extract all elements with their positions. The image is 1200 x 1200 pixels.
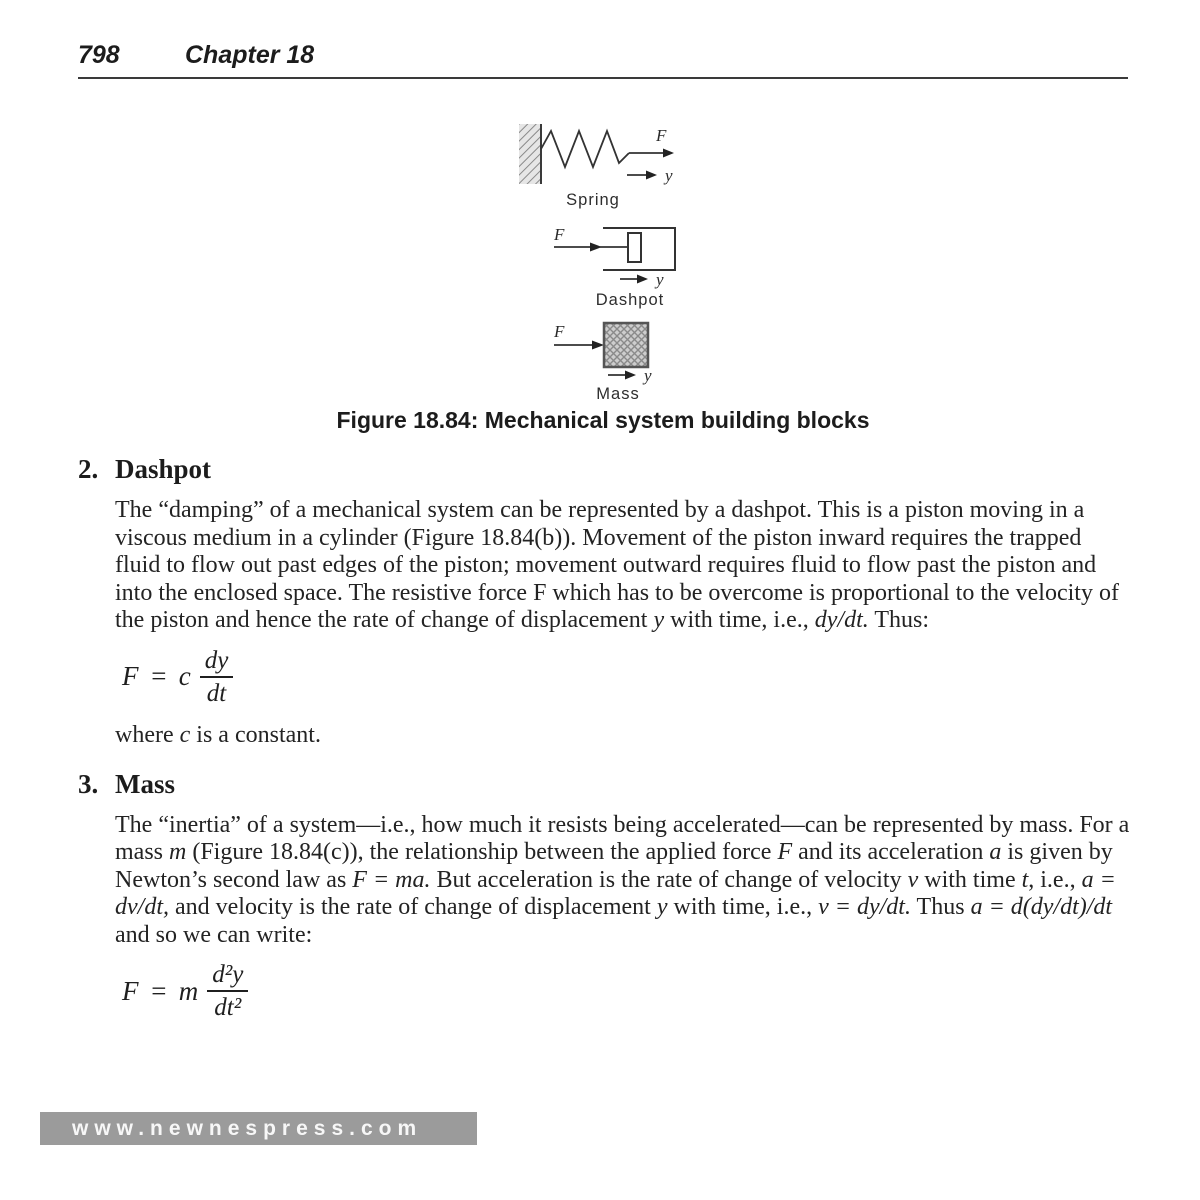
mass-label: Mass [596,385,640,403]
publisher-url: www.newnespress.com [72,1117,423,1140]
force-label: F [656,126,667,145]
dashpot-label: Dashpot [595,291,665,309]
figure-caption: Figure 18.84: Mechanical system building blocks [336,407,870,433]
spring-label: Spring [566,191,620,209]
section-heading [78,769,1128,800]
piston-icon [628,233,641,262]
equation-dashpot [122,647,1128,707]
mass-diagram [540,315,1128,405]
fraction [207,961,248,1021]
equation-lhs: F [122,975,139,1006]
equation-coefficient: m [178,975,199,1006]
fraction-numerator: d²y [207,961,248,992]
displacement-label: y [665,166,673,185]
page-number: 798 [78,41,120,69]
displacement-label: y [656,270,664,289]
equation-mass [122,961,1128,1021]
mass-svg [540,315,740,405]
force-label: F [554,225,565,244]
spring-svg [515,119,745,215]
force-label: F [554,322,565,341]
equals-sign: = [149,975,168,1006]
displacement-label: y [644,366,652,385]
section-title: Dashpot [115,454,212,484]
fraction-numerator: dy [200,647,234,678]
publisher-bar [40,1112,477,1145]
section-paragraph: The “damping” of a mechanical system can be represented by a dashpot. This is a piston moving in a viscous medium in a cylinder (Figure 18.84(b)). Movement of the piston inward requires the trapped fluid to flow out past edges of the piston; movement outward requires fluid to flow past the piston and into the enclosed space. The resistive force F which has to be overcome is proportional to the velocity of the piston and hence the rate of change of displacement y with time, i.e., dy/dt. Thus: [115,497,1119,633]
section-heading [78,454,1128,485]
spring-diagram [515,119,1128,215]
fraction-denominator: dt [206,679,227,707]
figure-18-84 [78,119,1128,434]
equation-coefficient: c [178,661,191,691]
section-number: 2. [78,454,99,484]
section-paragraph: The “inertia” of a system—i.e., how much it resists being accelerated—can be represented by mass. For a mass m (Figure 18.84(c)), the relationship between the applied force F and its acceleration a is given by Newton’s second law as F = ma. But acceleration is the rate of change of velocity v with time t, i.e., a = dv/dt, and velocity is the rate of change of displacement y with time, i.e., v = dy/dt. Thus a = d(dy/dt)/dt and so we can write: [115,811,1130,948]
spring-coil-icon [541,131,629,167]
mass-block-icon [604,323,648,367]
section-mass [78,769,1128,1022]
section-title: Mass [115,768,175,799]
fraction-denominator: dt² [214,994,242,1021]
chapter-title: Chapter 18 [185,41,315,69]
section-number: 3. [78,768,99,799]
equals-sign: = [149,661,168,691]
page-header [78,42,1128,79]
fraction [200,647,234,707]
dashpot-svg [540,217,740,313]
dashpot-diagram [540,217,1128,313]
section-dashpot [78,454,1128,749]
equation-lhs: F [122,661,139,691]
wall-icon [519,124,541,184]
constant-note: where c is a constant. [115,721,321,748]
